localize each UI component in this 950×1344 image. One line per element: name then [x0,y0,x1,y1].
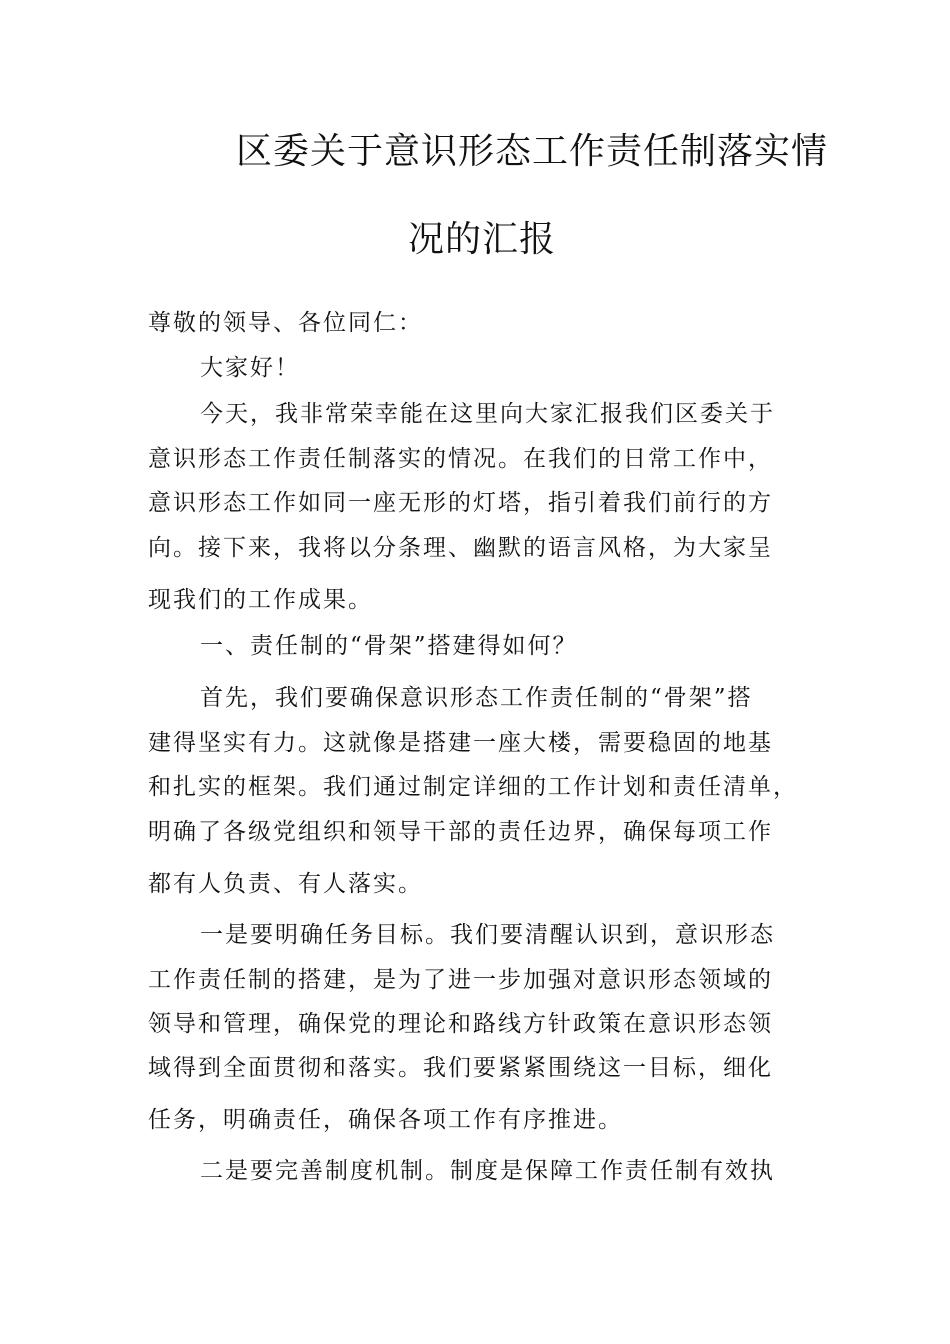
document-title-line-1: 区委关于意识形态工作责任制落实情 [236,131,829,172]
salutation: 尊敬的领导、各位同仁： [148,310,423,336]
paragraph-line: 意识形态工作责任制落实的情况。在我们的日常工作中， [148,446,773,472]
paragraph-line: 意识形态工作如同一座无形的灯塔，指引着我们前行的方 [148,490,773,516]
paragraph-line: 二是要完善制度机制。制度是保障工作责任制有效执 [200,1158,775,1184]
paragraph-line: 工作责任制的搭建，是为了进一步加强对意识形态领域的 [148,967,773,993]
paragraph-line: 一是要明确任务目标。我们要清醒认识到，意识形态 [200,922,775,948]
paragraph-line: 现我们的工作成果。 [148,587,373,613]
paragraph-line: 向。接下来，我将以分条理、幽默的语言风格，为大家呈 [148,535,773,561]
paragraph-line: 首先，我们要确保意识形态工作责任制的“骨架”搭 [200,685,753,711]
document-title-line-2: 况的汇报 [408,219,557,260]
paragraph-line: 域得到全面贯彻和落实。我们要紧紧围绕这一目标，细化 [148,1055,773,1081]
paragraph-line: 任务，明确责任，确保各项工作有序推进。 [148,1107,623,1133]
paragraph-line: 都有人负责、有人落实。 [148,871,423,897]
paragraph-line: 明确了各级党组织和领导干部的责任边界，确保每项工作 [148,819,773,845]
greeting: 大家好！ [200,355,300,381]
paragraph-line: 建得坚实有力。这就像是搭建一座大楼，需要稳固的地基 [148,730,773,756]
section-heading: 一、责任制的“骨架”搭建得如何？ [200,633,578,659]
paragraph-line: 和扎实的框架。我们通过制定详细的工作计划和责任清单， [148,774,798,800]
paragraph-line: 领导和管理，确保党的理论和路线方针政策在意识形态领 [148,1011,773,1037]
paragraph-line: 今天，我非常荣幸能在这里向大家汇报我们区委关于 [200,401,775,427]
